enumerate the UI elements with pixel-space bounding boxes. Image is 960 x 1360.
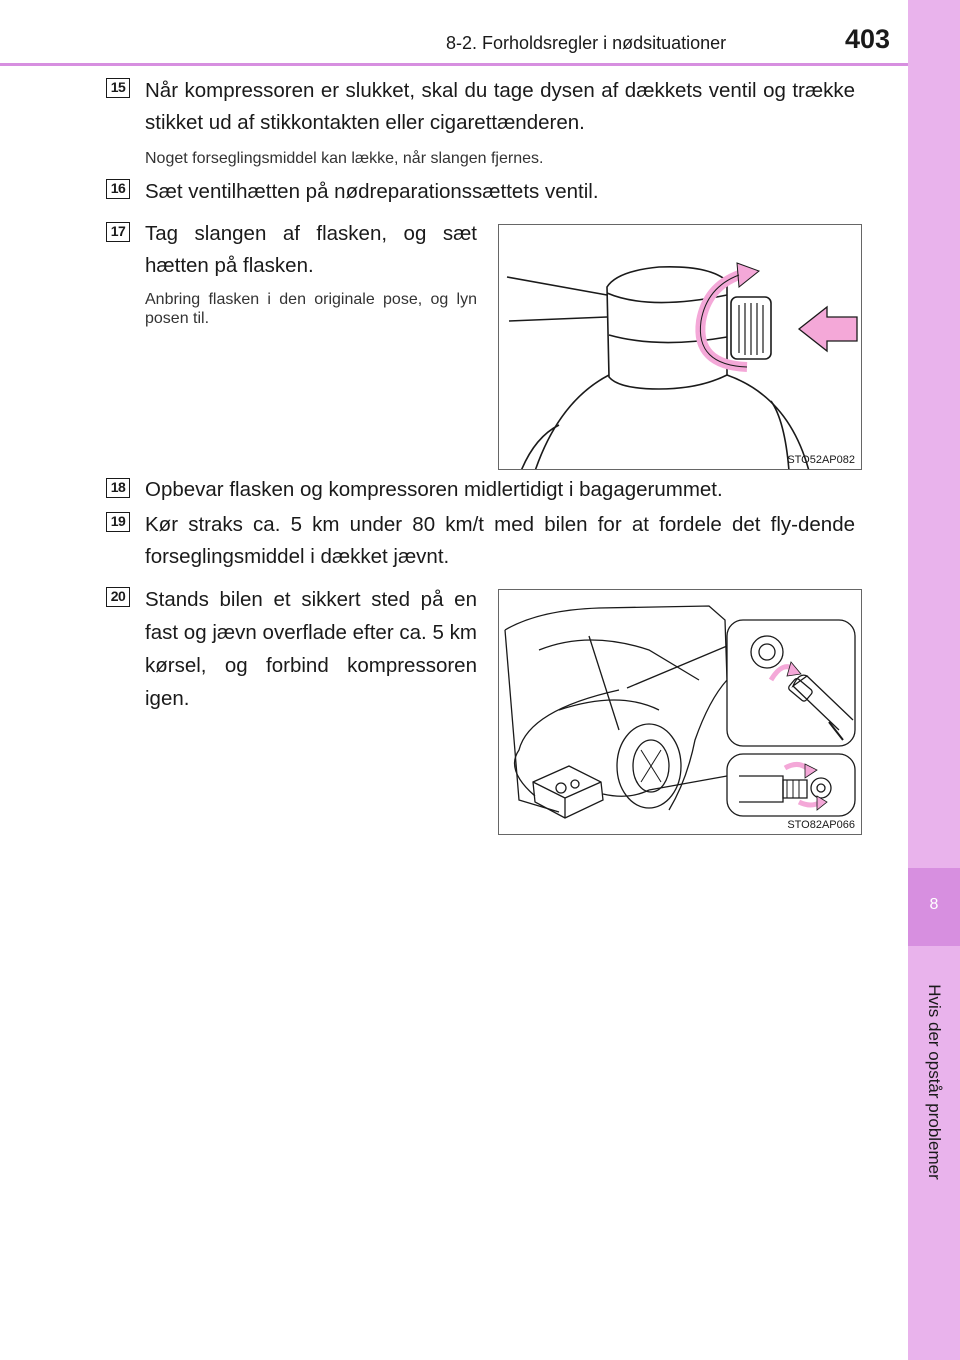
chapter-number: 8 [929, 896, 939, 913]
step-20-text: Stands bilen et sikkert sted på en fast og jævn overflade efter ca. 5 km kørsel, og forbind kompressoren igen. [145, 588, 477, 710]
step-17-text: Tag slangen af flasken, og sæt hætten på flasken. [145, 222, 477, 277]
section-title: 8-2. Forholdsregler i nødsituationer [446, 33, 727, 53]
step-number-badge: 17 [106, 222, 130, 242]
bottle-cap-illustration [499, 225, 862, 470]
compressor-figure [498, 589, 862, 835]
step-number-badge: 18 [106, 478, 130, 498]
step-16-text: Sæt ventilhætten på nødreparationssættets ventil. [145, 180, 599, 203]
step-number-badge: 19 [106, 512, 130, 532]
header-rule [0, 63, 908, 66]
chapter-title: Hvis der opstår problemer [925, 984, 944, 1180]
compressor-illustration [499, 590, 862, 835]
step-number-badge: 20 [106, 587, 130, 607]
figure-code: STO82AP066 [787, 819, 855, 831]
step-15-text: Når kompressoren er slukket, skal du tage dysen af dækkets ventil og trække stikket ud af stikkontakten eller cigarettænderen. [145, 79, 855, 134]
step-18-text: Opbevar flasken og kompressoren midlertidigt i bagagerummet. [145, 478, 723, 501]
step-number-badge: 15 [106, 78, 130, 98]
step-15-note: Noget forseglingsmiddel kan lække, når slangen fjernes. [145, 150, 544, 167]
page-number: 403 [845, 24, 891, 54]
step-number-badge: 16 [106, 179, 130, 199]
figure-code: STO52AP082 [787, 454, 855, 466]
step-19-text: Kør straks ca. 5 km under 80 km/t med bilen for at fordele det fly-dende forseglingsmiddel i dækket jævnt. [145, 513, 855, 568]
step-17-note: Anbring flasken i den originale pose, og lyn posen til. [145, 291, 477, 327]
bottle-cap-figure [498, 224, 862, 470]
